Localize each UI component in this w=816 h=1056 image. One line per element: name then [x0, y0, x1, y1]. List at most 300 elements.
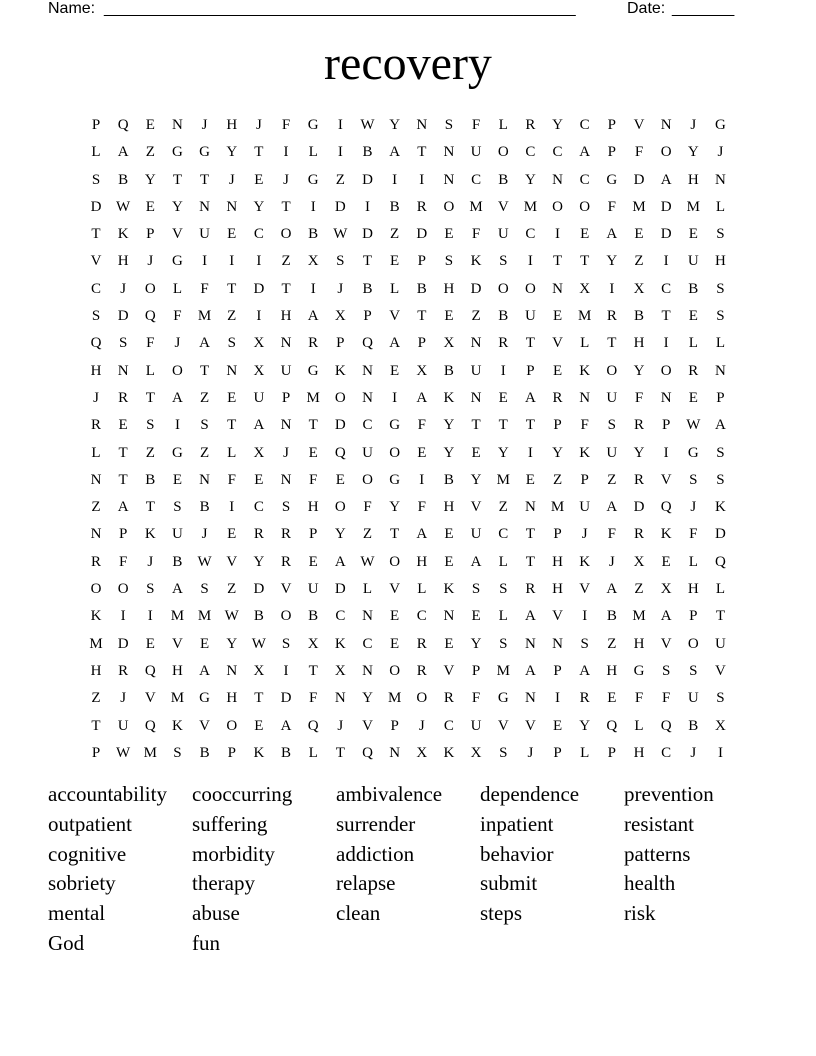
grid-letter[interactable]: P — [146, 226, 155, 243]
grid-letter[interactable]: V — [497, 717, 509, 734]
grid-letter[interactable]: M — [89, 635, 103, 652]
grid-letter[interactable]: O — [497, 144, 509, 161]
grid-letter[interactable]: S — [227, 335, 236, 352]
grid-letter[interactable]: Z — [91, 690, 101, 707]
grid-letter[interactable]: D — [253, 581, 265, 598]
grid-letter[interactable]: L — [145, 362, 155, 379]
grid-letter[interactable]: P — [716, 389, 725, 406]
grid-letter[interactable]: A — [117, 144, 129, 161]
grid-letter[interactable]: F — [146, 335, 155, 352]
grid-letter[interactable]: K — [443, 581, 455, 598]
grid-letter[interactable]: P — [118, 526, 128, 543]
grid-letter[interactable]: O — [389, 444, 401, 461]
grid-letter[interactable]: A — [470, 553, 482, 570]
grid-letter[interactable]: D — [117, 308, 129, 325]
grid-letter[interactable]: L — [688, 553, 698, 570]
grid-letter[interactable]: R — [633, 471, 644, 488]
grid-letter[interactable]: O — [280, 608, 292, 625]
grid-letter[interactable]: Z — [91, 499, 101, 516]
grid-letter[interactable]: I — [229, 499, 235, 516]
grid-letter[interactable]: U — [117, 717, 129, 734]
grid-letter[interactable]: Z — [200, 444, 210, 461]
grid-letter[interactable]: V — [362, 717, 373, 734]
grid-letter[interactable]: A — [579, 144, 591, 161]
grid-letter[interactable]: N — [443, 171, 455, 188]
grid-letter[interactable]: X — [579, 280, 591, 297]
grid-letter[interactable]: A — [199, 335, 211, 352]
grid-letter[interactable]: S — [716, 471, 725, 488]
grid-letter[interactable]: Q — [90, 335, 102, 352]
grid-letter[interactable]: V — [633, 117, 645, 133]
grid-letter[interactable]: S — [336, 253, 345, 270]
grid-letter[interactable]: P — [336, 335, 345, 352]
grid-letter[interactable]: M — [143, 744, 157, 761]
grid-letter[interactable]: N — [715, 362, 726, 379]
grid-letter[interactable]: H — [280, 308, 292, 325]
grid-letter[interactable]: M — [170, 690, 185, 707]
grid-letter[interactable]: L — [498, 553, 508, 570]
grid-letter[interactable]: P — [553, 526, 562, 543]
grid-letter[interactable]: Y — [443, 444, 455, 461]
grid-letter[interactable]: U — [470, 144, 482, 161]
grid-letter[interactable]: V — [90, 253, 102, 270]
grid-letter[interactable]: G — [307, 171, 319, 188]
grid-letter[interactable]: W — [360, 553, 375, 570]
grid-letter[interactable]: H — [633, 335, 645, 352]
grid-letter[interactable]: O — [144, 280, 156, 297]
grid-letter[interactable]: G — [307, 362, 319, 379]
grid-letter[interactable]: F — [661, 690, 671, 707]
grid-letter[interactable]: G — [172, 253, 183, 270]
grid-letter[interactable]: S — [281, 499, 291, 516]
grid-letter[interactable]: B — [633, 308, 644, 325]
grid-letter[interactable]: N — [280, 417, 292, 434]
grid-letter[interactable]: I — [229, 253, 235, 270]
grid-letter[interactable]: B — [416, 280, 427, 297]
grid-letter[interactable]: T — [607, 335, 617, 352]
grid-letter[interactable]: C — [525, 226, 536, 243]
grid-letter[interactable]: T — [254, 690, 264, 707]
grid-letter[interactable]: X — [633, 280, 645, 297]
grid-letter[interactable]: E — [552, 308, 563, 325]
grid-letter[interactable]: P — [607, 144, 617, 161]
grid-letter[interactable]: Q — [117, 117, 129, 133]
grid-letter[interactable]: P — [553, 662, 562, 679]
grid-letter[interactable]: L — [715, 581, 726, 598]
grid-letter[interactable]: T — [390, 526, 400, 543]
grid-letter[interactable]: C — [335, 608, 346, 625]
grid-letter[interactable]: W — [360, 117, 375, 133]
grid-letter[interactable]: O — [579, 198, 591, 215]
grid-letter[interactable]: I — [663, 444, 669, 461]
grid-letter[interactable]: S — [173, 744, 182, 761]
grid-letter[interactable]: I — [147, 608, 153, 625]
grid-letter[interactable]: L — [634, 717, 644, 734]
grid-letter[interactable]: C — [253, 499, 264, 516]
grid-letter[interactable]: U — [687, 253, 699, 270]
grid-letter[interactable]: F — [634, 690, 644, 707]
grid-letter[interactable]: Y — [443, 417, 455, 434]
grid-letter[interactable]: X — [334, 308, 346, 325]
grid-letter[interactable]: J — [120, 690, 127, 707]
grid-letter[interactable]: Z — [145, 144, 155, 161]
grid-letter[interactable]: R — [416, 662, 427, 679]
grid-letter[interactable]: N — [280, 471, 292, 488]
grid-letter[interactable]: O — [524, 280, 536, 297]
grid-letter[interactable]: D — [362, 171, 373, 188]
grid-letter[interactable]: S — [716, 226, 725, 243]
grid-letter[interactable]: N — [389, 744, 401, 761]
grid-letter[interactable]: M — [387, 690, 402, 707]
grid-letter[interactable]: J — [608, 553, 615, 570]
grid-letter[interactable]: N — [362, 608, 373, 625]
grid-letter[interactable]: E — [145, 635, 155, 652]
grid-letter[interactable]: Y — [470, 635, 482, 652]
grid-letter[interactable]: T — [525, 335, 535, 352]
grid-letter[interactable]: T — [254, 144, 264, 161]
grid-letter[interactable]: H — [226, 690, 238, 707]
grid-letter[interactable]: V — [199, 717, 211, 734]
grid-letter[interactable]: U — [362, 444, 373, 461]
grid-letter[interactable]: T — [308, 417, 318, 434]
grid-letter[interactable]: C — [443, 717, 454, 734]
grid-letter[interactable]: S — [444, 117, 454, 133]
grid-letter[interactable]: G — [389, 417, 401, 434]
grid-letter[interactable]: B — [498, 171, 509, 188]
grid-letter[interactable]: I — [663, 253, 669, 270]
grid-letter[interactable]: D — [334, 198, 346, 215]
grid-letter[interactable]: F — [309, 690, 318, 707]
grid-letter[interactable]: X — [307, 253, 319, 270]
grid-letter[interactable]: L — [308, 144, 318, 161]
grid-letter[interactable]: C — [362, 417, 373, 434]
grid-letter[interactable]: F — [471, 117, 481, 133]
grid-letter[interactable]: E — [308, 553, 318, 570]
grid-letter[interactable]: E — [254, 471, 264, 488]
grid-letter[interactable]: X — [334, 662, 346, 679]
grid-letter[interactable]: B — [118, 171, 129, 188]
grid-letter[interactable]: Q — [362, 335, 373, 352]
grid-letter[interactable]: P — [91, 117, 101, 133]
grid-letter[interactable]: H — [687, 171, 699, 188]
grid-letter[interactable]: K — [334, 362, 346, 379]
grid-letter[interactable]: J — [337, 280, 344, 297]
grid-letter[interactable]: I — [527, 444, 533, 461]
grid-letter[interactable]: L — [715, 335, 726, 352]
grid-letter[interactable]: Q — [660, 499, 672, 516]
grid-letter[interactable]: I — [419, 171, 425, 188]
grid-letter[interactable]: A — [172, 389, 183, 406]
grid-letter[interactable]: U — [470, 717, 482, 734]
grid-letter[interactable]: L — [417, 581, 427, 598]
grid-letter[interactable]: S — [146, 581, 155, 598]
grid-letter[interactable]: J — [147, 253, 154, 270]
grid-letter[interactable]: O — [552, 198, 563, 215]
grid-letter[interactable]: R — [498, 335, 509, 352]
grid-letter[interactable]: P — [553, 744, 562, 761]
grid-letter[interactable]: U — [606, 444, 618, 461]
grid-letter[interactable]: V — [579, 581, 591, 598]
grid-letter[interactable]: J — [283, 171, 289, 188]
grid-letter[interactable]: A — [117, 499, 129, 516]
grid-letter[interactable]: T — [145, 389, 155, 406]
grid-letter[interactable]: V — [660, 635, 672, 652]
grid-letter[interactable]: I — [555, 226, 561, 243]
grid-letter[interactable]: M — [496, 662, 510, 679]
grid-letter[interactable]: P — [607, 744, 617, 761]
grid-letter[interactable]: I — [663, 335, 669, 352]
grid-letter[interactable]: T — [281, 198, 291, 215]
grid-letter[interactable]: N — [362, 389, 373, 406]
grid-letter[interactable]: A — [524, 608, 536, 625]
grid-letter[interactable]: Q — [715, 553, 726, 570]
grid-letter[interactable]: N — [552, 280, 563, 297]
grid-letter[interactable]: K — [117, 226, 129, 243]
grid-letter[interactable]: V — [552, 335, 563, 352]
grid-letter[interactable]: B — [281, 744, 292, 761]
grid-letter[interactable]: Q — [660, 717, 672, 734]
grid-letter[interactable]: I — [555, 690, 561, 707]
grid-letter[interactable]: T — [172, 171, 183, 188]
grid-letter[interactable]: C — [498, 526, 509, 543]
grid-letter[interactable]: I — [500, 362, 506, 379]
grid-letter[interactable]: N — [715, 171, 726, 188]
grid-letter[interactable]: B — [688, 280, 699, 297]
grid-letter[interactable]: H — [443, 499, 455, 516]
grid-letter[interactable]: H — [715, 253, 726, 270]
grid-letter[interactable]: Q — [362, 744, 373, 761]
grid-letter[interactable]: R — [416, 198, 427, 215]
grid-letter[interactable]: C — [416, 608, 427, 625]
grid-letter[interactable]: P — [471, 662, 481, 679]
grid-letter[interactable]: D — [362, 226, 373, 243]
grid-letter[interactable]: E — [634, 226, 644, 243]
grid-letter[interactable]: B — [362, 144, 373, 161]
grid-letter[interactable]: N — [470, 389, 482, 406]
grid-letter[interactable]: J — [120, 280, 127, 297]
grid-letter[interactable]: N — [199, 471, 211, 488]
grid-letter[interactable]: S — [607, 417, 617, 434]
grid-letter[interactable]: K — [470, 253, 482, 270]
grid-letter[interactable]: N — [117, 362, 129, 379]
grid-letter[interactable]: K — [253, 744, 265, 761]
grid-letter[interactable]: S — [91, 171, 101, 188]
grid-letter[interactable]: Y — [389, 499, 401, 516]
grid-letter[interactable]: N — [90, 526, 102, 543]
grid-letter[interactable]: Z — [227, 308, 237, 325]
grid-letter[interactable]: I — [392, 389, 398, 406]
grid-letter[interactable]: S — [281, 635, 291, 652]
grid-letter[interactable]: X — [253, 444, 265, 461]
grid-letter[interactable]: A — [606, 226, 618, 243]
grid-letter[interactable]: K — [90, 608, 102, 625]
grid-letter[interactable]: M — [496, 471, 510, 488]
grid-letter[interactable]: Z — [362, 526, 373, 543]
grid-letter[interactable]: I — [202, 253, 208, 270]
grid-letter[interactable]: V — [226, 553, 238, 570]
grid-letter[interactable]: E — [145, 117, 155, 133]
grid-letter[interactable]: Y — [552, 444, 563, 461]
grid-letter[interactable]: K — [144, 526, 156, 543]
grid-letter[interactable]: P — [553, 417, 562, 434]
grid-letter[interactable]: E — [580, 226, 590, 243]
grid-letter[interactable]: Z — [552, 471, 563, 488]
grid-letter[interactable]: J — [228, 171, 235, 188]
grid-letter[interactable]: D — [633, 499, 645, 516]
grid-letter[interactable]: G — [199, 690, 211, 707]
grid-letter[interactable]: R — [253, 526, 264, 543]
grid-letter[interactable]: G — [199, 144, 211, 161]
grid-letter[interactable]: E — [444, 308, 454, 325]
grid-letter[interactable]: Z — [145, 444, 155, 461]
grid-letter[interactable]: F — [580, 417, 589, 434]
grid-letter[interactable]: K — [579, 553, 591, 570]
grid-letter[interactable]: I — [120, 608, 126, 625]
grid-letter[interactable]: T — [417, 144, 427, 161]
grid-letter[interactable]: B — [199, 499, 210, 516]
grid-letter[interactable]: E — [444, 526, 454, 543]
grid-letter[interactable]: M — [550, 499, 565, 516]
grid-letter[interactable]: J — [283, 444, 289, 461]
grid-letter[interactable]: O — [226, 717, 238, 734]
grid-letter[interactable]: A — [199, 662, 211, 679]
grid-letter[interactable]: A — [172, 581, 183, 598]
grid-letter[interactable]: B — [606, 608, 617, 625]
grid-letter[interactable]: E — [335, 471, 345, 488]
grid-letter[interactable]: J — [581, 526, 588, 543]
grid-letter[interactable]: O — [660, 144, 672, 161]
grid-letter[interactable]: Y — [144, 171, 156, 188]
grid-letter[interactable]: A — [416, 526, 428, 543]
grid-letter[interactable]: X — [416, 362, 428, 379]
grid-letter[interactable]: U — [253, 389, 265, 406]
grid-letter[interactable]: F — [607, 198, 617, 215]
grid-letter[interactable]: D — [334, 581, 346, 598]
grid-letter[interactable]: N — [226, 362, 238, 379]
grid-letter[interactable]: Z — [471, 308, 481, 325]
grid-letter[interactable]: D — [633, 171, 645, 188]
grid-letter[interactable]: I — [609, 280, 615, 297]
grid-letter[interactable]: M — [170, 608, 185, 625]
grid-letter[interactable]: Z — [390, 226, 400, 243]
grid-letter[interactable]: E — [444, 226, 454, 243]
grid-letter[interactable]: C — [253, 226, 264, 243]
grid-letter[interactable]: U — [524, 308, 536, 325]
grid-letter[interactable]: V — [660, 471, 672, 488]
grid-letter[interactable]: P — [91, 744, 101, 761]
grid-letter[interactable]: J — [174, 335, 181, 352]
grid-letter[interactable]: J — [93, 389, 99, 406]
grid-letter[interactable]: V — [389, 581, 401, 598]
grid-letter[interactable]: U — [199, 226, 211, 243]
grid-letter[interactable]: L — [91, 144, 101, 161]
grid-letter[interactable]: W — [686, 417, 701, 434]
grid-letter[interactable]: M — [469, 198, 483, 215]
grid-letter[interactable]: O — [362, 471, 373, 488]
grid-letter[interactable]: G — [606, 171, 618, 188]
grid-letter[interactable]: N — [660, 117, 672, 133]
grid-letter[interactable]: N — [199, 198, 211, 215]
grid-letter[interactable]: I — [717, 744, 723, 761]
grid-letter[interactable]: V — [280, 581, 292, 598]
grid-letter[interactable]: Y — [633, 362, 645, 379]
grid-letter[interactable]: O — [172, 362, 183, 379]
grid-letter[interactable]: O — [497, 280, 509, 297]
grid-letter[interactable]: S — [716, 280, 725, 297]
grid-letter[interactable]: L — [498, 117, 508, 133]
grid-letter[interactable]: F — [173, 308, 182, 325]
grid-letter[interactable]: Y — [334, 526, 346, 543]
grid-letter[interactable]: P — [309, 526, 318, 543]
grid-letter[interactable]: J — [201, 117, 208, 133]
grid-letter[interactable]: N — [660, 389, 672, 406]
grid-letter[interactable]: E — [688, 308, 698, 325]
grid-letter[interactable]: A — [606, 581, 618, 598]
grid-letter[interactable]: J — [717, 144, 724, 161]
grid-letter[interactable]: D — [660, 226, 672, 243]
grid-letter[interactable]: D — [280, 690, 292, 707]
grid-letter[interactable]: N — [226, 198, 238, 215]
grid-letter[interactable]: F — [309, 471, 318, 488]
grid-letter[interactable]: Y — [226, 635, 238, 652]
grid-letter[interactable]: A — [524, 389, 536, 406]
grid-letter[interactable]: I — [283, 144, 289, 161]
grid-letter[interactable]: M — [632, 198, 646, 215]
grid-letter[interactable]: E — [308, 444, 318, 461]
grid-letter[interactable]: F — [417, 499, 426, 516]
grid-letter[interactable]: U — [715, 635, 726, 652]
grid-letter[interactable]: C — [661, 280, 672, 297]
grid-letter[interactable]: H — [117, 253, 129, 270]
grid-letter[interactable]: Z — [498, 499, 508, 516]
grid-letter[interactable]: R — [443, 690, 454, 707]
grid-letter[interactable]: I — [256, 253, 262, 270]
grid-letter[interactable]: R — [416, 635, 427, 652]
grid-letter[interactable]: H — [552, 553, 563, 570]
grid-letter[interactable]: C — [90, 280, 101, 297]
grid-letter[interactable]: T — [281, 280, 291, 297]
grid-letter[interactable]: R — [606, 308, 617, 325]
grid-letter[interactable]: T — [525, 526, 535, 543]
grid-letter[interactable]: E — [254, 717, 264, 734]
grid-letter[interactable]: T — [525, 417, 535, 434]
grid-letter[interactable]: X — [253, 335, 265, 352]
grid-letter[interactable]: G — [172, 444, 183, 461]
grid-letter[interactable]: M — [686, 198, 700, 215]
grid-letter[interactable]: E — [471, 608, 481, 625]
grid-letter[interactable]: R — [281, 553, 292, 570]
grid-letter[interactable]: N — [443, 608, 455, 625]
grid-letter[interactable]: F — [471, 690, 481, 707]
grid-letter[interactable]: H — [443, 280, 455, 297]
grid-letter[interactable]: J — [337, 717, 344, 734]
grid-letter[interactable]: Y — [687, 144, 699, 161]
grid-letter[interactable]: E — [390, 635, 400, 652]
grid-letter[interactable]: K — [660, 526, 672, 543]
grid-letter[interactable]: A — [579, 662, 591, 679]
grid-letter[interactable]: H — [90, 662, 102, 679]
grid-letter[interactable]: C — [579, 117, 590, 133]
grid-letter[interactable]: R — [525, 117, 536, 133]
grid-letter[interactable]: E — [661, 553, 671, 570]
grid-letter[interactable]: J — [255, 117, 262, 133]
grid-letter[interactable]: R — [118, 389, 129, 406]
grid-letter[interactable]: A — [307, 308, 319, 325]
grid-letter[interactable]: L — [498, 608, 508, 625]
grid-letter[interactable]: S — [444, 253, 454, 270]
grid-letter[interactable]: H — [172, 662, 183, 679]
grid-letter[interactable]: G — [687, 444, 699, 461]
